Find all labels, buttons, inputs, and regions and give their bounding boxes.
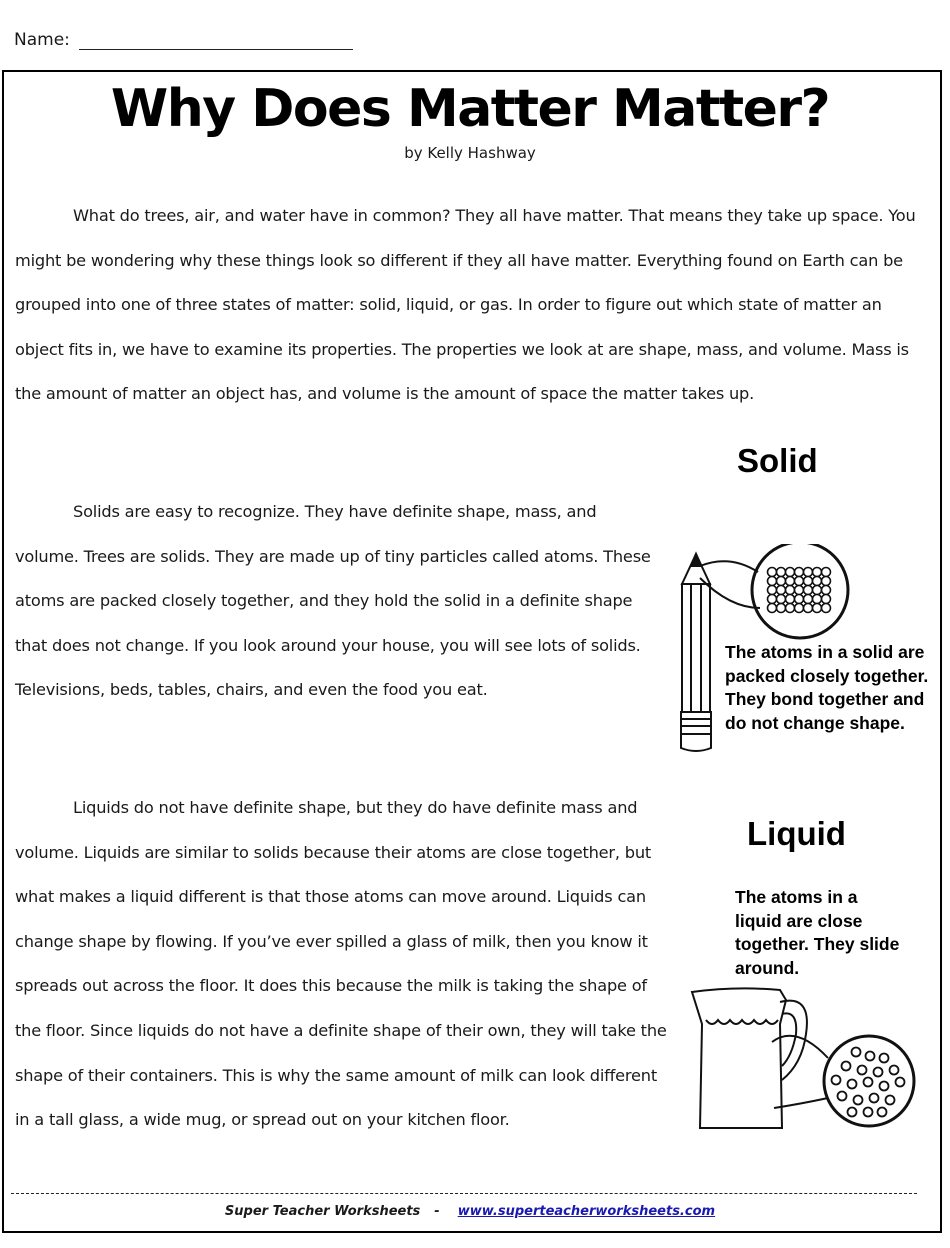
- footer-url-link[interactable]: www.superteacherworksheets.com: [457, 1204, 716, 1219]
- paragraph-solids: Solids are easy to recognize. They have definite shape, mass, and volume. Trees are solids. They are made up of tiny particles called atoms. These atoms are packed closely together, and they hold the solid in a definite shape that does not change. If you look around your house, you will see lots of solids. Televisions, beds, tables, chairs, and even the food you eat.: [15, 502, 651, 700]
- name-label: Name:: [14, 30, 70, 50]
- footer-divider: [11, 1193, 917, 1194]
- paragraph-liquids: Liquids do not have definite shape, but they do have definite mass and volume. Liquids are similar to solids because their atoms are close together, but what makes a liquid different is that those atoms can move around. Liquids can change shape by flowing. If you’ve ever spilled a glass of milk, then you know it spreads out across the floor. It does this because the milk is taking the shape of the floor. Since liquids do not have a definite shape of their own, they will take the shape of their containers. This is why the same amount of milk can look different in a tall glass, a wide mug, or spread out on your kitchen floor.: [15, 798, 667, 1130]
- footer-separator: -: [434, 1204, 440, 1219]
- footer-brand: Super Teacher Worksheets: [224, 1204, 421, 1219]
- solid-atoms-grid: [768, 568, 831, 613]
- liquid-heading: Liquid: [747, 815, 846, 852]
- page-title: Why Does Matter Matter?: [110, 79, 830, 139]
- name-field: [14, 30, 353, 50]
- footer: [0, 1204, 940, 1219]
- solid-heading: Solid: [737, 442, 818, 479]
- byline: by Kelly Hashway: [404, 144, 536, 162]
- name-blank-line[interactable]: [79, 33, 353, 50]
- liquid-caption: The atoms in a liquid are close together. They slide around.: [735, 887, 900, 978]
- pitcher-illustration: [686, 984, 926, 1136]
- paragraph-intro: What do trees, air, and water have in common? They all have matter. That means they take up space. You might be wondering why these things look so different if they all have matter. Everything found on Earth can be grouped into one of three states of matter: solid, liquid, or gas. In order to figure out which state of matter an object fits in, we have to examine its properties. The properties we look at are shape, mass, and volume. Mass is the amount of matter an object has, and volume is the amount of space the matter takes up.: [15, 206, 916, 404]
- solid-caption: The atoms in a solid are packed closely together. They bond together and do not change shape.: [725, 642, 929, 733]
